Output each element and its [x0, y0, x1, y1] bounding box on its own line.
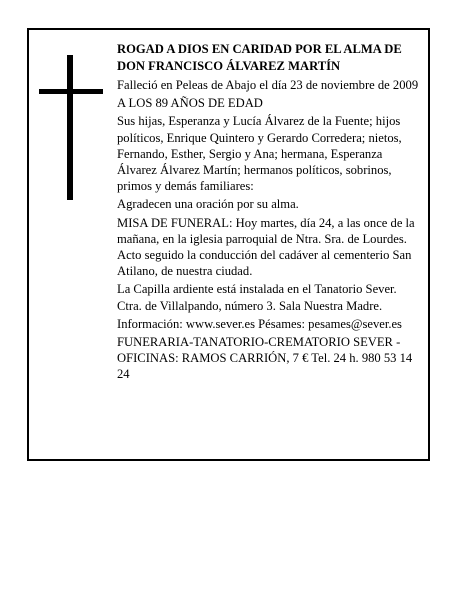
cross-icon [39, 55, 103, 200]
funeral-home-info: FUNERARIA-TANATORIO-CREMATORIO SEVER - OFICINAS: RAMOS CARRIÓN, 7 € Tel. 24 h. 980 53 14 24 [117, 335, 413, 382]
information-line: Información: www.sever.es Pésames: pesames@sever.es [117, 316, 402, 331]
age-line: A LOS 89 AÑOS DE EDAD [117, 96, 263, 111]
chapel-location: La Capilla ardiente está instalada en el Tanatorio Sever. Ctra. de Villalpando, número 3. Sala Nuestra Madre. [117, 282, 397, 313]
cross-vertical-bar [67, 55, 73, 200]
funeral-mass: MISA DE FUNERAL: Hoy martes, día 24, a las once de la mañana, en la iglesia parroquial de Ntra. Sra. de Lourdes. Acto seguido la conducción del cadáver al cementerio San Atilano, de nuestra ciudad. [117, 215, 415, 279]
family-list: Sus hijas, Esperanza y Lucía Álvarez de la Fuente; hijos políticos, Enrique Quintero y Gerardo Corredera; nietos, Fernando, Esther, Sergio y Ana; hermana, Esperanza Álvarez Álvarez Martín; hermanos políticos, sobrinos, primos y demás familiares: [117, 114, 402, 194]
thanks-line: Agradecen una oración por su alma. [117, 197, 299, 212]
obituary-notice [27, 28, 430, 461]
cross-horizontal-bar [39, 89, 103, 94]
notice-text [117, 41, 423, 383]
death-info: Falleció en Peleas de Abajo el día 23 de noviembre de 2009 [117, 78, 419, 92]
notice-title: ROGAD A DIOS EN CARIDAD POR EL ALMA DE DON FRANCISCO ÁLVAREZ MARTÍN [117, 42, 402, 73]
